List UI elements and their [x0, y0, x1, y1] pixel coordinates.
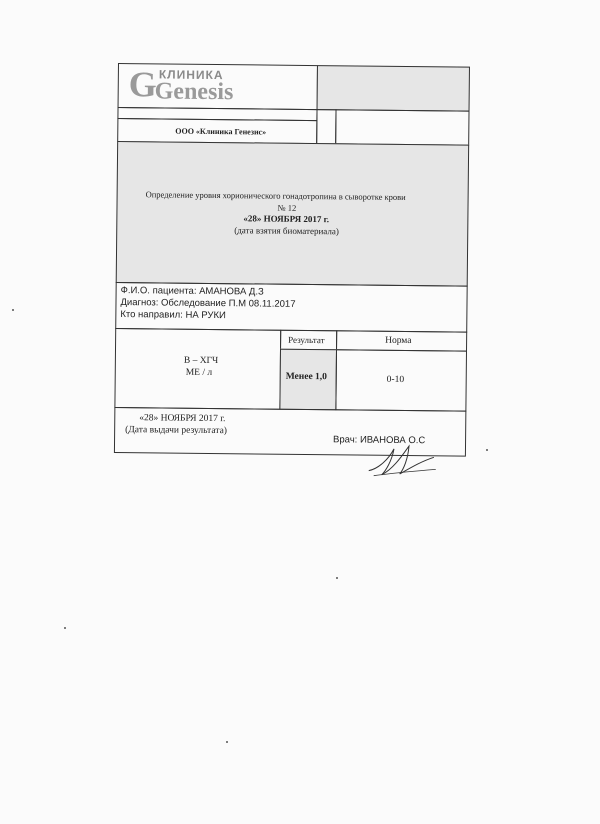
header-right-cell: [317, 65, 470, 112]
test-name-cell: [114, 328, 281, 410]
logo-top-text: КЛИНИКА: [158, 67, 224, 83]
result-header-cell: [280, 330, 337, 351]
test-unit: МЕ / л: [185, 367, 213, 379]
logo-emblem-icon: G: [128, 64, 158, 105]
report-number: № 12: [277, 202, 297, 213]
logo-brand-text: Genesis: [154, 78, 234, 106]
result-value: Менее 1,0: [285, 371, 327, 383]
diagnosis: Диагноз: Обследование П.М 08.11.2017: [120, 297, 296, 310]
scan-speck: [486, 449, 488, 451]
norm-header-cell: [336, 330, 467, 351]
norm-value-cell: [335, 349, 467, 411]
patient-name: Ф.И.О. пациента: АМАНОВА Д.З: [120, 285, 264, 298]
referred-by: Кто направил: НА РУКИ: [120, 309, 226, 322]
org-right-cell-2: [335, 109, 469, 145]
norm-header: Норма: [385, 335, 412, 347]
doctor: Врач: ИВАНОВА О.С: [333, 434, 426, 447]
logo-cell: [118, 63, 318, 110]
org-right-cell-1: [316, 109, 336, 144]
issue-date-caption: (Дата выдачи результата): [125, 425, 228, 437]
patient-block: [115, 282, 467, 333]
scan-speck: [336, 577, 338, 579]
norm-value: 0-10: [386, 374, 405, 386]
scan-speck: [226, 741, 228, 743]
analysis-title: Определение уровня хорионического гонадотропина в сыворотке крови: [145, 189, 406, 203]
issue-date: «28» НОЯБРЯ 2017 г.: [139, 413, 226, 425]
lab-report-form: [114, 63, 470, 459]
org-name: ООО «Клиника Генезис»: [175, 126, 267, 137]
test-name: В – ХГЧ: [183, 355, 219, 367]
org-name-cell: [117, 118, 317, 144]
result-header: Результат: [288, 334, 325, 346]
sample-date-caption: (дата взятия биоматериала): [234, 225, 339, 237]
scan-speck: [64, 627, 66, 629]
doctor-signature: [364, 441, 444, 482]
scan-speck: [12, 309, 14, 311]
result-value-cell: [279, 349, 337, 411]
title-block: [116, 141, 469, 287]
sample-date: «28» НОЯБРЯ 2017 г.: [243, 213, 330, 225]
